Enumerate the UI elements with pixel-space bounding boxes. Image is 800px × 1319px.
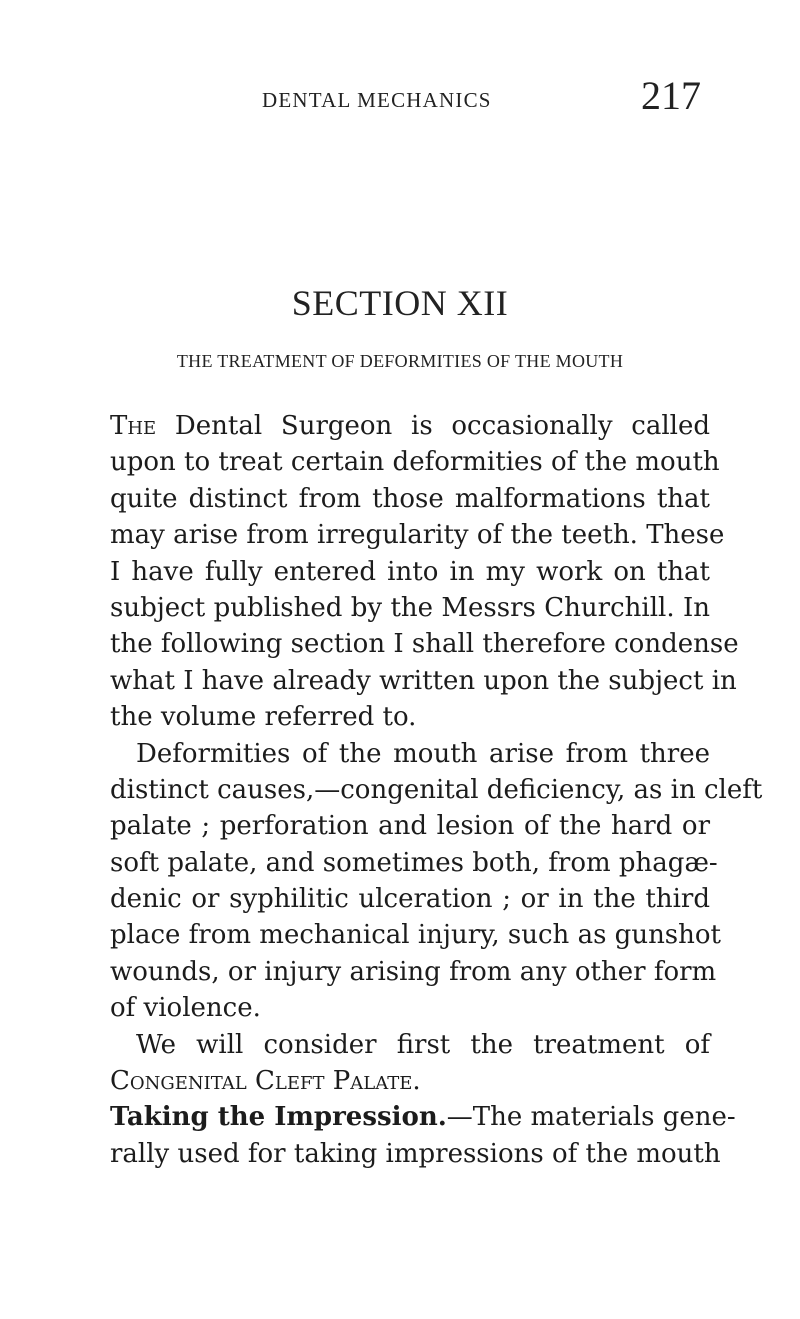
- text-line: palate ; perforation and lesion of the hard or: [110, 811, 710, 842]
- text-line: the following section I shall therefore condense: [110, 629, 739, 660]
- running-head: DENTAL MECHANICS: [262, 88, 492, 112]
- text-line: [110, 1099, 736, 1135]
- text-line: place from mechanical injury, such as gunshot: [110, 920, 721, 951]
- text-line: may arise from irregularity of the teeth. These: [110, 520, 725, 551]
- line-text: Dental Surgeon is occasionally called: [174, 411, 710, 441]
- text-line: what I have already written upon the subject in: [110, 665, 737, 696]
- line-text: —The materials gene-: [446, 1102, 736, 1133]
- text-line: subject published by the Messrs Churchill. In: [110, 592, 710, 623]
- section-title: SECTION XII: [291, 283, 509, 323]
- body-text: [110, 408, 763, 1172]
- text-line: wounds, or injury arising from any other form: [110, 956, 717, 987]
- text-line: upon to treat certain deformities of the mouth: [110, 447, 720, 478]
- run-in-heading: Taking the Impression.: [110, 1102, 447, 1133]
- lead-word: The: [110, 411, 157, 441]
- text-line: quite distinct from those malformations that: [110, 483, 710, 514]
- text-line: Congenital Cleft Palate.: [110, 1066, 421, 1097]
- page-number: 217: [641, 73, 701, 118]
- text-line: I have fully entered into in my work on that: [110, 556, 710, 587]
- text-line: distinct causes,—congenital deficiency, as in cleft: [110, 774, 763, 805]
- text-line: denic or syphilitic ulceration ; or in the third: [110, 884, 710, 915]
- text-line: rally used for taking impressions of the mouth: [110, 1138, 721, 1169]
- text-line: We will consider first the treatment of: [136, 1029, 710, 1060]
- section-subtitle: THE TREATMENT OF DEFORMITIES OF THE MOUTH: [176, 351, 624, 371]
- text-line: [110, 408, 710, 444]
- text-line: the volume referred to.: [110, 702, 417, 733]
- text-line: of violence.: [110, 993, 261, 1024]
- text-line: soft palate, and sometimes both, from phagæ-: [110, 847, 718, 878]
- text-line: Deformities of the mouth arise from three: [136, 738, 710, 769]
